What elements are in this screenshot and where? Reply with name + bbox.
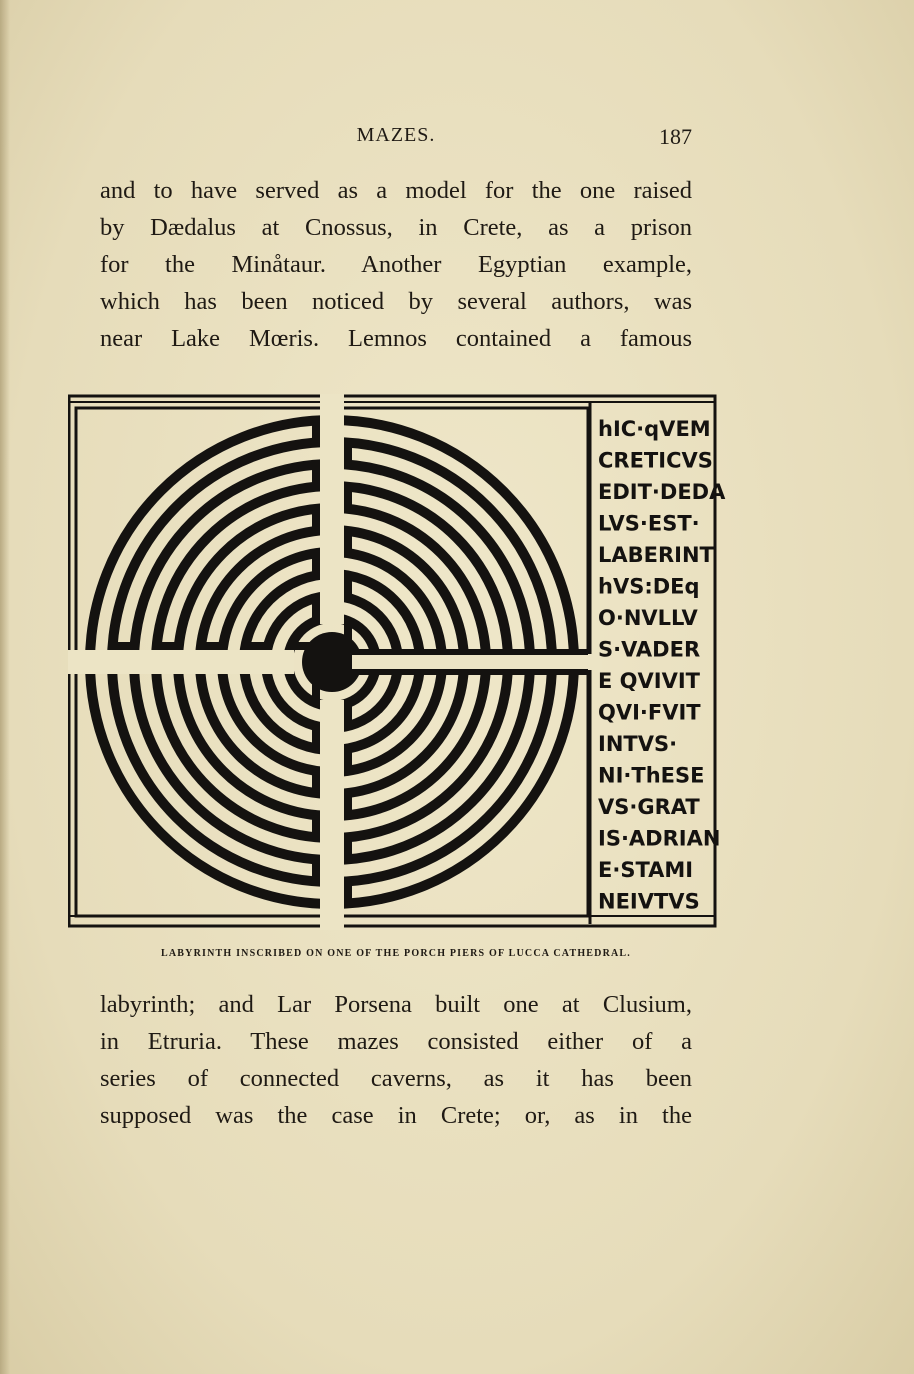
inscription-line: E QVIVIT [598, 669, 700, 693]
maze-corridor [320, 700, 344, 930]
text-line: series of connected caverns, as it has been [100, 1065, 692, 1092]
inscription-line: QVI·FVIT [598, 700, 701, 725]
maze-corridor [320, 394, 344, 624]
paragraph-top [100, 172, 692, 357]
maze-entry [352, 654, 602, 670]
inscription-line: E·STAMI [598, 858, 694, 882]
page-edge-shadow [0, 0, 10, 1374]
text-line: which has been noticed by several authors, was [100, 288, 692, 315]
labyrinth-illustration [68, 392, 728, 932]
inscription-line: LVS·EST· [598, 511, 700, 536]
page-number: 187 [659, 124, 692, 149]
inscription-line: EDIT·DEDA [598, 480, 726, 504]
text-line: by Dædalus at Cnossus, in Crete, as a prison [100, 214, 692, 241]
inscription-line: INTVS· [598, 732, 678, 756]
inscription-line: VS·GRAT [598, 795, 700, 819]
inscription-line: CRETICVS [598, 448, 713, 473]
inscription-line: IS·ADRIAN [598, 826, 721, 851]
labyrinth-figure [68, 392, 728, 932]
paragraph-bottom [100, 986, 692, 1134]
running-title: MAZES. [356, 124, 436, 146]
inscription-line: LABERINT [598, 543, 714, 567]
maze-corridor [68, 650, 294, 674]
inscription-line: hIC·qVEM [598, 417, 711, 441]
labyrinth-maze [68, 394, 602, 930]
text-line: near Lake Mœris. Lemnos contained a famous [100, 325, 692, 352]
page-header [100, 124, 692, 154]
figure-caption: LABYRINTH INSCRIBED ON ONE OF THE PORCH PIERS OF LUCCA CATHEDRAL. [161, 948, 631, 959]
inscription-line: NI·ThESE [598, 763, 705, 788]
text-line: in Etruria. These mazes consisted either of a [100, 1028, 692, 1055]
text-line: for the Minåtaur. Another Egyptian example, [100, 251, 692, 278]
text-line: labyrinth; and Lar Porsena built one at Clusium, [100, 991, 692, 1018]
inscription-line: S·VADER [598, 637, 701, 662]
inscription-line: O·NVLLV [598, 606, 698, 630]
inscription-line: NEIVTVS [598, 889, 700, 914]
inscription-panel [598, 417, 726, 914]
inscription-line: hVS:DEq [598, 574, 700, 599]
text-line: supposed was the case in Crete; or, as in the [100, 1102, 692, 1129]
text-line: and to have served as a model for the one raised [100, 177, 692, 204]
